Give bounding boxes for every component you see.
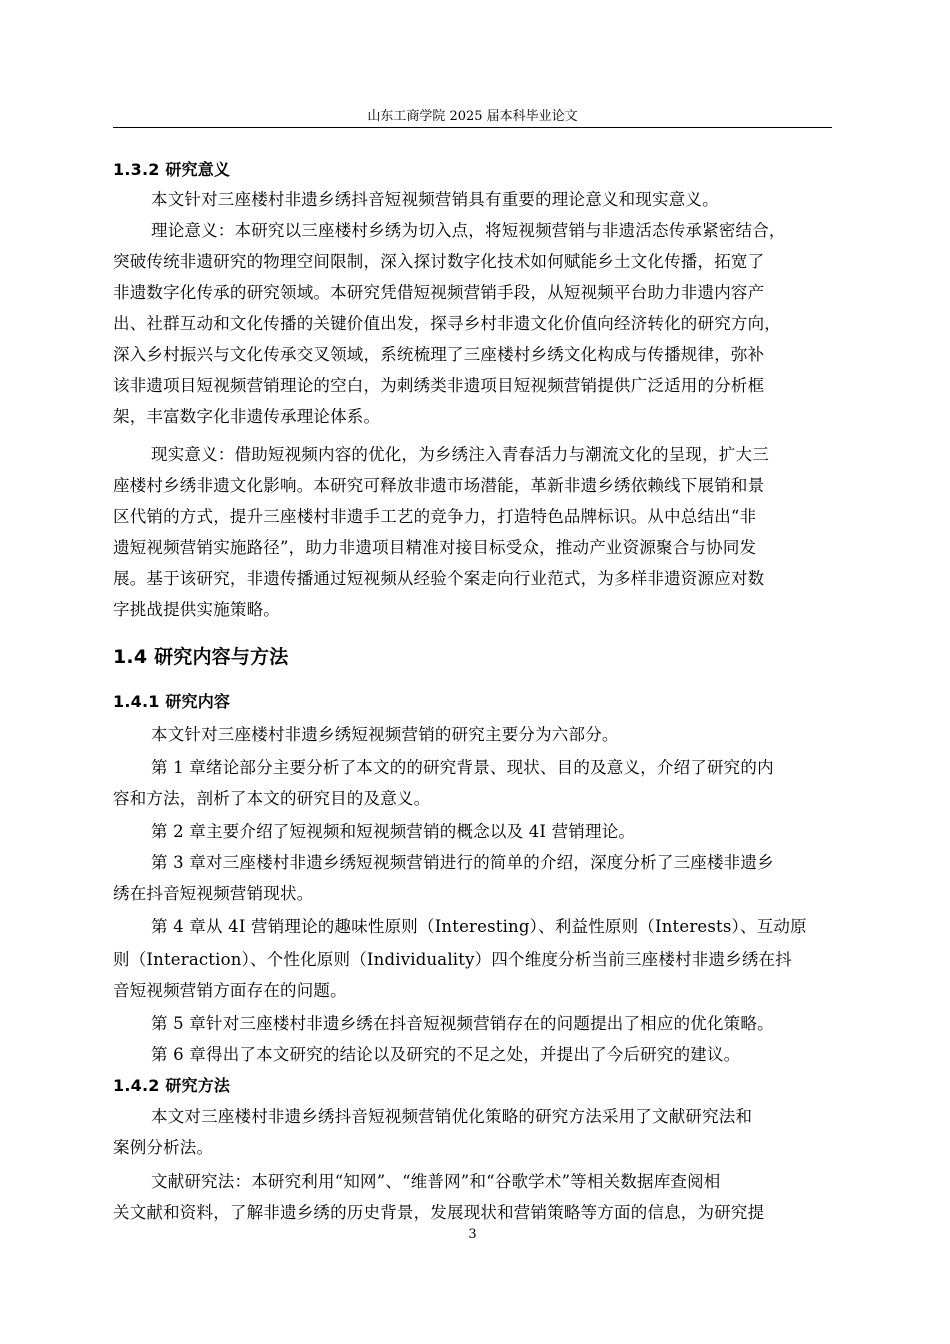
paragraph-line: 容和方法，剖析了本文的研究目的及意义。 bbox=[113, 789, 431, 808]
paragraph-line: 该非遗项目短视频营销理论的空白，为刺绣类非遗项目短视频营销提供广泛适用的分析框 bbox=[113, 376, 765, 395]
paragraph-line: 非遗数字化传承的研究领域。本研究凭借短视频营销手段，从短视频平台助力非遗内容产 bbox=[113, 283, 765, 302]
paragraph-line: 字挑战提供实施策略。 bbox=[113, 600, 280, 619]
paragraph-line: 关文献和资料，了解非遗乡绣的历史背景，发展现状和营销策略等方面的信息，为研究提 bbox=[113, 1203, 765, 1222]
running-header: 山东工商学院 2025 届本科毕业论文 bbox=[367, 109, 578, 124]
paragraph-line: 突破传统非遗研究的物理空间限制，深入探讨数字化技术如何赋能乡土文化传播，拓宽了 bbox=[113, 252, 765, 271]
paragraph-line: 遗短视频营销实施路径”，助力非遗项目精准对接目标受众，推动产业资源聚合与协同发 bbox=[113, 538, 757, 557]
paragraph-line: 本文针对三座楼村非遗乡绣抖音短视频营销具有重要的理论意义和现实意义。 bbox=[151, 190, 719, 209]
paragraph-line: 理论意义：本研究以三座楼村乡绣为切入点，将短视频营销与非遗活态传承紧密结合， bbox=[151, 221, 786, 240]
paragraph-line: 案例分析法。 bbox=[113, 1138, 214, 1157]
paragraph-line: 音短视频营销方面存在的问题。 bbox=[113, 981, 347, 1000]
paragraph-line: 第 3 章对三座楼村非遗乡绣短视频营销进行的简单的介绍，深度分析了三座楼非遗乡 bbox=[151, 853, 774, 872]
paragraph-line: 第 1 章绪论部分主要分析了本文的的研究背景、现状、目的及意义，介绍了研究的内 bbox=[151, 758, 774, 777]
paragraph-line: 座楼村乡绣非遗文化影响。本研究可释放非遗市场潜能，革新非遗乡绣依赖线下展销和景 bbox=[113, 476, 765, 495]
paragraph-line: 第 6 章得出了本文研究的结论以及研究的不足之处，并提出了今后研究的建议。 bbox=[151, 1045, 741, 1064]
heading-1-4-2: 1.4.2 研究方法 bbox=[113, 1076, 231, 1095]
paragraph-line: 架，丰富数字化非遗传承理论体系。 bbox=[113, 407, 381, 426]
heading-1-4-1: 1.4.1 研究内容 bbox=[113, 692, 231, 711]
paragraph-line: 出、社群互动和文化传播的关键价值出发，探寻乡村非遗文化价值向经济转化的研究方向， bbox=[113, 314, 781, 333]
paragraph-line: 则（Interaction）、个性化原则（Individuality）四个维度分析当前三座楼村非遗乡绣在抖 bbox=[113, 950, 792, 969]
paragraph-line: 展。基于该研究，非遗传播通过短视频从经验个案走向行业范式，为多样非遗资源应对数 bbox=[113, 569, 765, 588]
paragraph-line: 文献研究法：本研究利用“知网”、“维普网”和“谷歌学术”等相关数据库查阅相 bbox=[151, 1172, 721, 1191]
paragraph-line: 本文对三座楼村非遗乡绣抖音短视频营销优化策略的研究方法采用了文献研究法和 bbox=[151, 1107, 753, 1126]
paragraph-line: 第 2 章主要介绍了短视频和短视频营销的概念以及 4I 营销理论。 bbox=[151, 822, 636, 841]
paragraph-line: 绣在抖音短视频营销现状。 bbox=[113, 884, 314, 903]
paragraph-line: 第 5 章针对三座楼村非遗乡绣在抖音短视频营销存在的问题提出了相应的优化策略。 bbox=[151, 1014, 774, 1033]
paragraph-line: 区代销的方式，提升三座楼村非遗手工艺的竞争力，打造特色品牌标识。从中总结出“非 bbox=[113, 507, 757, 526]
paragraph-line: 现实意义：借助短视频内容的优化，为乡绣注入青春活力与潮流文化的呈现，扩大三 bbox=[151, 445, 769, 464]
header-rule bbox=[113, 127, 832, 128]
paragraph-line: 本文针对三座楼村非遗乡绣短视频营销的研究主要分为六部分。 bbox=[151, 725, 619, 744]
heading-1-4: 1.4 研究内容与方法 bbox=[113, 646, 289, 668]
page-number: 3 bbox=[468, 1227, 477, 1242]
paragraph-line: 深入乡村振兴与文化传承交叉领域，系统梳理了三座楼村乡绣文化构成与传播规律，弥补 bbox=[113, 345, 765, 364]
heading-1-3-2: 1.3.2 研究意义 bbox=[113, 160, 231, 179]
paragraph-line: 第 4 章从 4I 营销理论的趣味性原则（Interesting）、利益性原则（Interests）、互动原 bbox=[151, 917, 807, 936]
